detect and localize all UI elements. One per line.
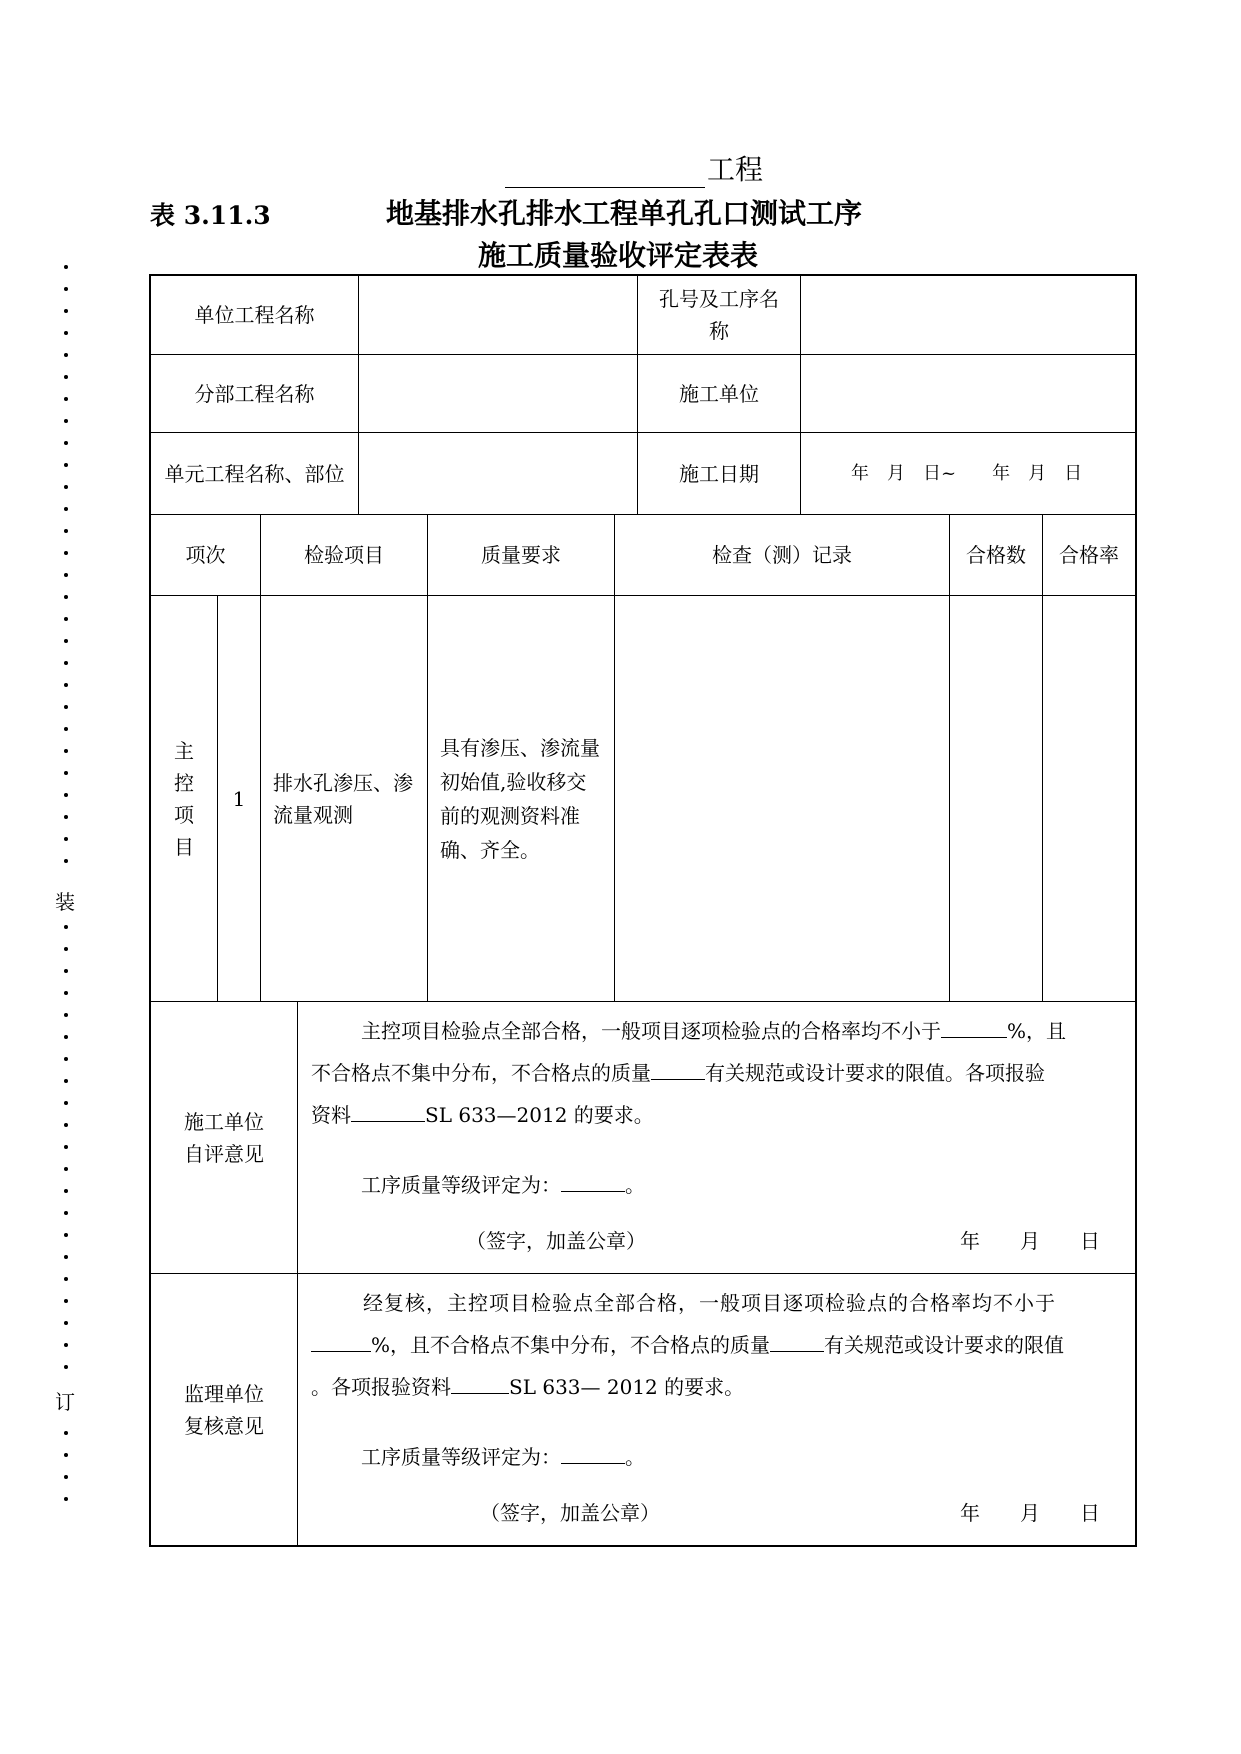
main-control-pass-rate[interactable] [1043,596,1135,1001]
binding-dot [64,331,68,335]
binding-dot [64,353,68,357]
binding-dot [64,837,68,841]
col-inspection-record: 检查（测）记录 [712,543,852,567]
binding-dot [64,661,68,665]
binding-dot [64,1057,68,1061]
binding-dot [64,595,68,599]
hole-process-name-value[interactable] [801,276,1135,354]
construction-unit-label: 施工单位 [679,381,759,406]
review-date: 年 月 日 [960,1501,1100,1525]
binding-dot [64,1321,68,1325]
form-title-line2: 施工质量验收评定表表 [478,239,759,272]
binding-dot [64,1431,68,1435]
hole-process-name-label: 孔号及工序名称 [659,287,779,343]
quality-blank[interactable] [651,1059,705,1080]
binding-dot [64,1475,68,1479]
main-control-category: 主控项目 [174,738,194,859]
self-sign: （签字，加盖公章） [466,1229,646,1253]
binding-dot [64,1035,68,1039]
binding-dot [64,771,68,775]
review-sign: （签字，加盖公章） [480,1501,660,1525]
review-pass-rate-blank[interactable] [311,1331,371,1352]
binding-dot [64,1453,68,1457]
division-project-name-value[interactable] [359,355,637,432]
supervision-review-label: 监理单位复核意见 [184,1381,264,1438]
construction-unit-value[interactable] [801,355,1135,432]
review-grade-blank[interactable] [561,1443,625,1464]
form-title-line1: 地基排水孔排水工程单孔孔口测试工序 [386,197,863,230]
binding-dot [64,969,68,973]
binding-dot [64,1167,68,1171]
self-grade-blank[interactable] [561,1171,625,1192]
binding-dot [64,1123,68,1127]
binding-dot [64,749,68,753]
binding-dot [64,1013,68,1017]
binding-dot [64,529,68,533]
binding-dot [64,705,68,709]
binding-dot [64,1365,68,1369]
binding-dot [64,1497,68,1501]
binding-dot [64,1277,68,1281]
review-documents-blank[interactable] [451,1373,509,1394]
project-name-line [505,152,763,188]
binding-dot [64,639,68,643]
binding-dot [64,793,68,797]
main-control-requirement: 具有渗压、渗流量初始值,验收移交前的观测资料准确、齐全。 [440,735,600,862]
unit-project-name-label: 单位工程名称 [194,303,315,327]
binding-dot [64,551,68,555]
construction-date-value: 年 月 日~ 年 月 日 [851,462,1083,484]
project-name-blank [505,159,705,188]
construction-date-label: 施工日期 [679,461,759,486]
binding-dot [64,815,68,819]
binding-dot [64,397,68,401]
col-pass-rate: 合格率 [1059,543,1119,567]
col-pass-count: 合格数 [966,543,1026,567]
binding-dot [64,859,68,863]
self-assessment-label: 施工单位自评意见 [184,1109,264,1166]
binding-dot [64,1079,68,1083]
col-item-no: 项次 [185,543,226,567]
main-control-item: 排水孔渗压、渗流量观测 [273,770,413,827]
binding-dot [64,617,68,621]
binding-dot [64,441,68,445]
documents-blank[interactable] [351,1101,425,1122]
binding-dot [64,1189,68,1193]
binding-dot [64,947,68,951]
review-quality-blank[interactable] [770,1331,824,1352]
binding-dot [64,573,68,577]
binding-dot [64,375,68,379]
unit-project-name-value[interactable] [359,276,637,354]
review-grade-line: 工序质量等级评定为： 。 [361,1445,645,1469]
self-grade-line: 工序质量等级评定为： 。 [361,1173,645,1197]
main-control-pass-count[interactable] [950,596,1042,1001]
table-number: 表 3.11.3 [150,201,271,230]
project-suffix: 工程 [707,153,764,186]
binding-dot [64,419,68,423]
col-inspection-item: 检验项目 [304,543,384,567]
self-assessment-text: 主控项目检验点全部合格，一般项目逐项检验点的合格率均不小于 %，且 不合格点不集中分布，不合格点的质量 有关规范或设计要求的限值。各项报验 资料 SL 633—2012 的要求。 [311,1019,1067,1127]
main-control-index: 1 [232,786,246,811]
binding-dot [64,1255,68,1259]
self-date: 年 月 日 [960,1229,1100,1253]
binding-char-top: 装 [55,890,75,914]
binding-dot [64,1211,68,1215]
binding-dot [64,727,68,731]
binding-dot [64,265,68,269]
binding-dot [64,507,68,511]
binding-dot [64,287,68,291]
element-project-label: 单元工程名称、部位 [164,461,345,486]
binding-dot [64,1233,68,1237]
binding-dot [64,1299,68,1303]
division-project-name-label: 分部工程名称 [194,381,315,406]
binding-char-bottom: 订 [55,1390,75,1414]
binding-dot [64,1343,68,1347]
element-project-value[interactable] [359,433,637,514]
binding-dot [64,463,68,467]
supervision-review-text: 经复核，主控项目检验点全部合格，一般项目逐项检验点的合格率均不小于 %，且不合格点不集中分布，不合格点的质量 有关规范或设计要求的限值 。各项报验资料 SL 633— 2012 的要求。 [311,1291,1065,1399]
binding-dot [64,1101,68,1105]
binding-dot [64,925,68,929]
binding-dot [64,309,68,313]
binding-dot [64,1145,68,1149]
binding-dot [64,991,68,995]
binding-dot [64,485,68,489]
col-quality-requirement: 质量要求 [481,543,561,567]
pass-rate-blank[interactable] [941,1017,1007,1038]
main-control-record[interactable] [615,596,949,1001]
binding-dot [64,683,68,687]
